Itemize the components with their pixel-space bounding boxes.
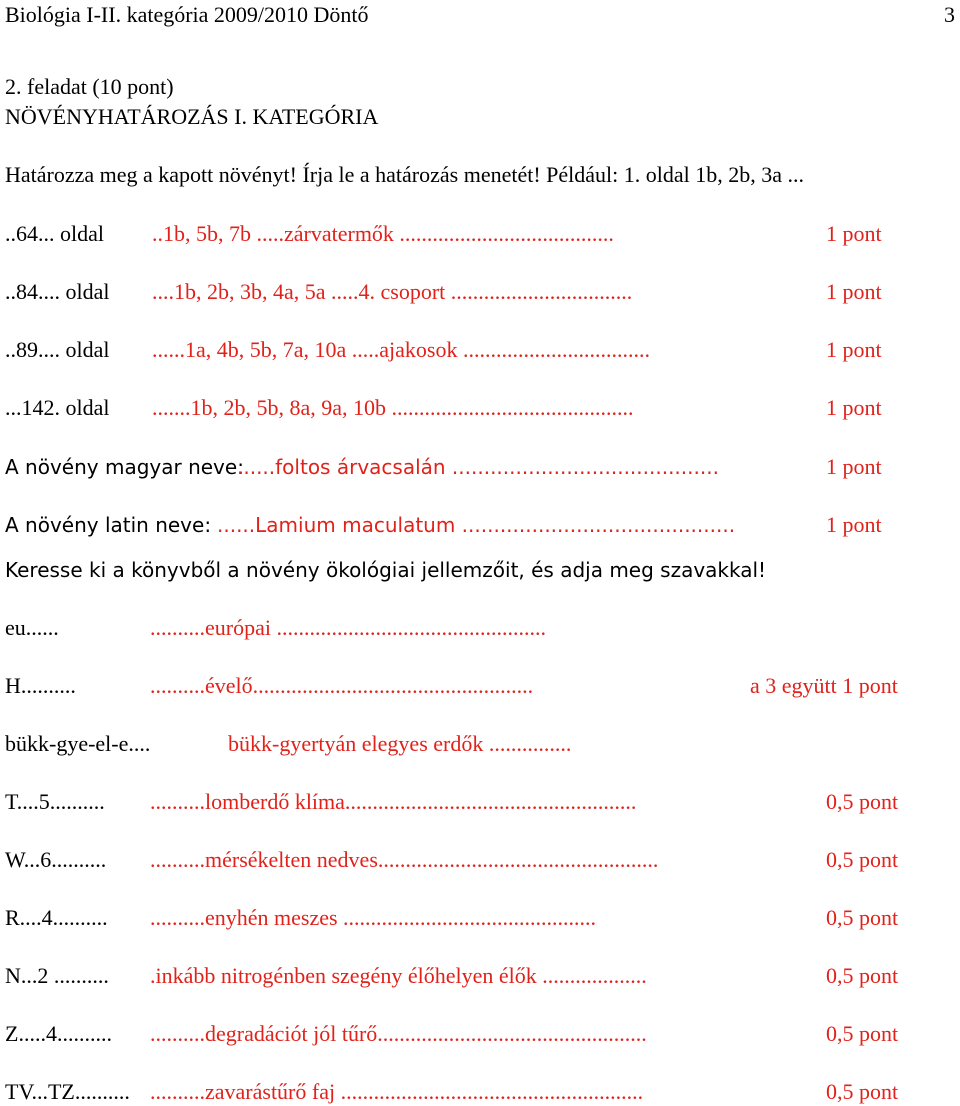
plant-name-hungarian-points: 1 pont: [826, 454, 882, 479]
step-answer: ..1b, 5b, 7b .....zárvatermők .......................................: [152, 221, 614, 246]
ecology-points: 0,5 pont: [826, 847, 899, 872]
ecology-points: 0,5 pont: [826, 789, 899, 814]
step-page: ..84.... oldal: [5, 279, 110, 304]
step-points: 1 pont: [826, 337, 882, 362]
step-points: 1 pont: [826, 279, 882, 304]
plant-name-latin-value: ......Lamium maculatum ...........................................: [217, 513, 736, 537]
ecology-answer: .inkább nitrogénben szegény élőhelyen élők ...................: [150, 963, 647, 988]
ecology-code: bükk-gye-el-e....: [5, 731, 151, 756]
ecology-points: 0,5 pont: [826, 905, 899, 930]
plant-name-latin-label: A növény latin neve:: [5, 513, 212, 537]
ecology-answer: ..........degradációt jól tűrő.................................................: [150, 1021, 647, 1046]
plant-name-hungarian-value: ......foltos árvacsalán ..........................................: [237, 455, 719, 479]
ecology-code: TV...TZ..........: [5, 1079, 130, 1104]
ecology-code: H..........: [5, 673, 76, 698]
ecology-code: T....5..........: [5, 789, 105, 814]
document-header-title: Biológia I-II. kategória 2009/2010 Döntő: [5, 2, 369, 27]
step-page: ..64... oldal: [5, 221, 104, 246]
ecology-answer: ..........európai .................................................: [150, 615, 546, 640]
plant-name-hungarian-label: A növény magyar neve:: [5, 455, 244, 479]
ecology-answer: ..........mérsékelten nedves...................................................: [150, 847, 659, 872]
ecology-code: eu......: [5, 615, 59, 640]
step-answer: .......1b, 2b, 5b, 8a, 9a, 10b ............................................: [152, 395, 634, 420]
ecology-code: R....4..........: [5, 905, 108, 930]
task-category: NÖVÉNYHATÁROZÁS I. KATEGÓRIA: [5, 104, 379, 129]
ecology-points: a 3 együtt 1 pont: [750, 673, 898, 698]
ecology-points: 0,5 pont: [826, 1079, 899, 1104]
task-title: 2. feladat (10 pont): [5, 74, 174, 99]
page-number: 3: [944, 2, 955, 27]
step-points: 1 pont: [826, 395, 882, 420]
step-page: ..89.... oldal: [5, 337, 110, 362]
ecology-answer: ..........lomberdő klíma.....................................................: [150, 789, 637, 814]
ecology-answer: ..........évelő...................................................: [150, 673, 534, 698]
step-answer: ......1a, 4b, 5b, 7a, 10a .....ajakosok ..................................: [152, 337, 650, 362]
ecology-points: 0,5 pont: [826, 963, 899, 988]
ecology-code: Z.....4..........: [5, 1021, 112, 1046]
ecology-code: N...2 ..........: [5, 963, 109, 988]
ecology-code: W...6..........: [5, 847, 107, 872]
task-instruction: Határozza meg a kapott növényt! Írja le a határozás menetét! Például: 1. oldal 1b, 2b, 3a ...: [5, 162, 805, 187]
plant-name-latin-points: 1 pont: [826, 512, 882, 537]
ecology-answer: ..........enyhén meszes ..............................................: [150, 905, 597, 930]
step-points: 1 pont: [826, 221, 882, 246]
ecology-answer: ..........zavarástűrő faj .......................................................: [150, 1079, 644, 1104]
ecology-instruction: Keresse ki a könyvből a növény ökológiai jellemzőit, és adja meg szavakkal!: [5, 558, 767, 582]
ecology-points: 0,5 pont: [826, 1021, 899, 1046]
ecology-answer: bükk-gyertyán elegyes erdők ...............: [228, 731, 572, 756]
step-answer: ....1b, 2b, 3b, 4a, 5a .....4. csoport .................................: [152, 279, 633, 304]
step-page: ...142. oldal: [5, 395, 110, 420]
